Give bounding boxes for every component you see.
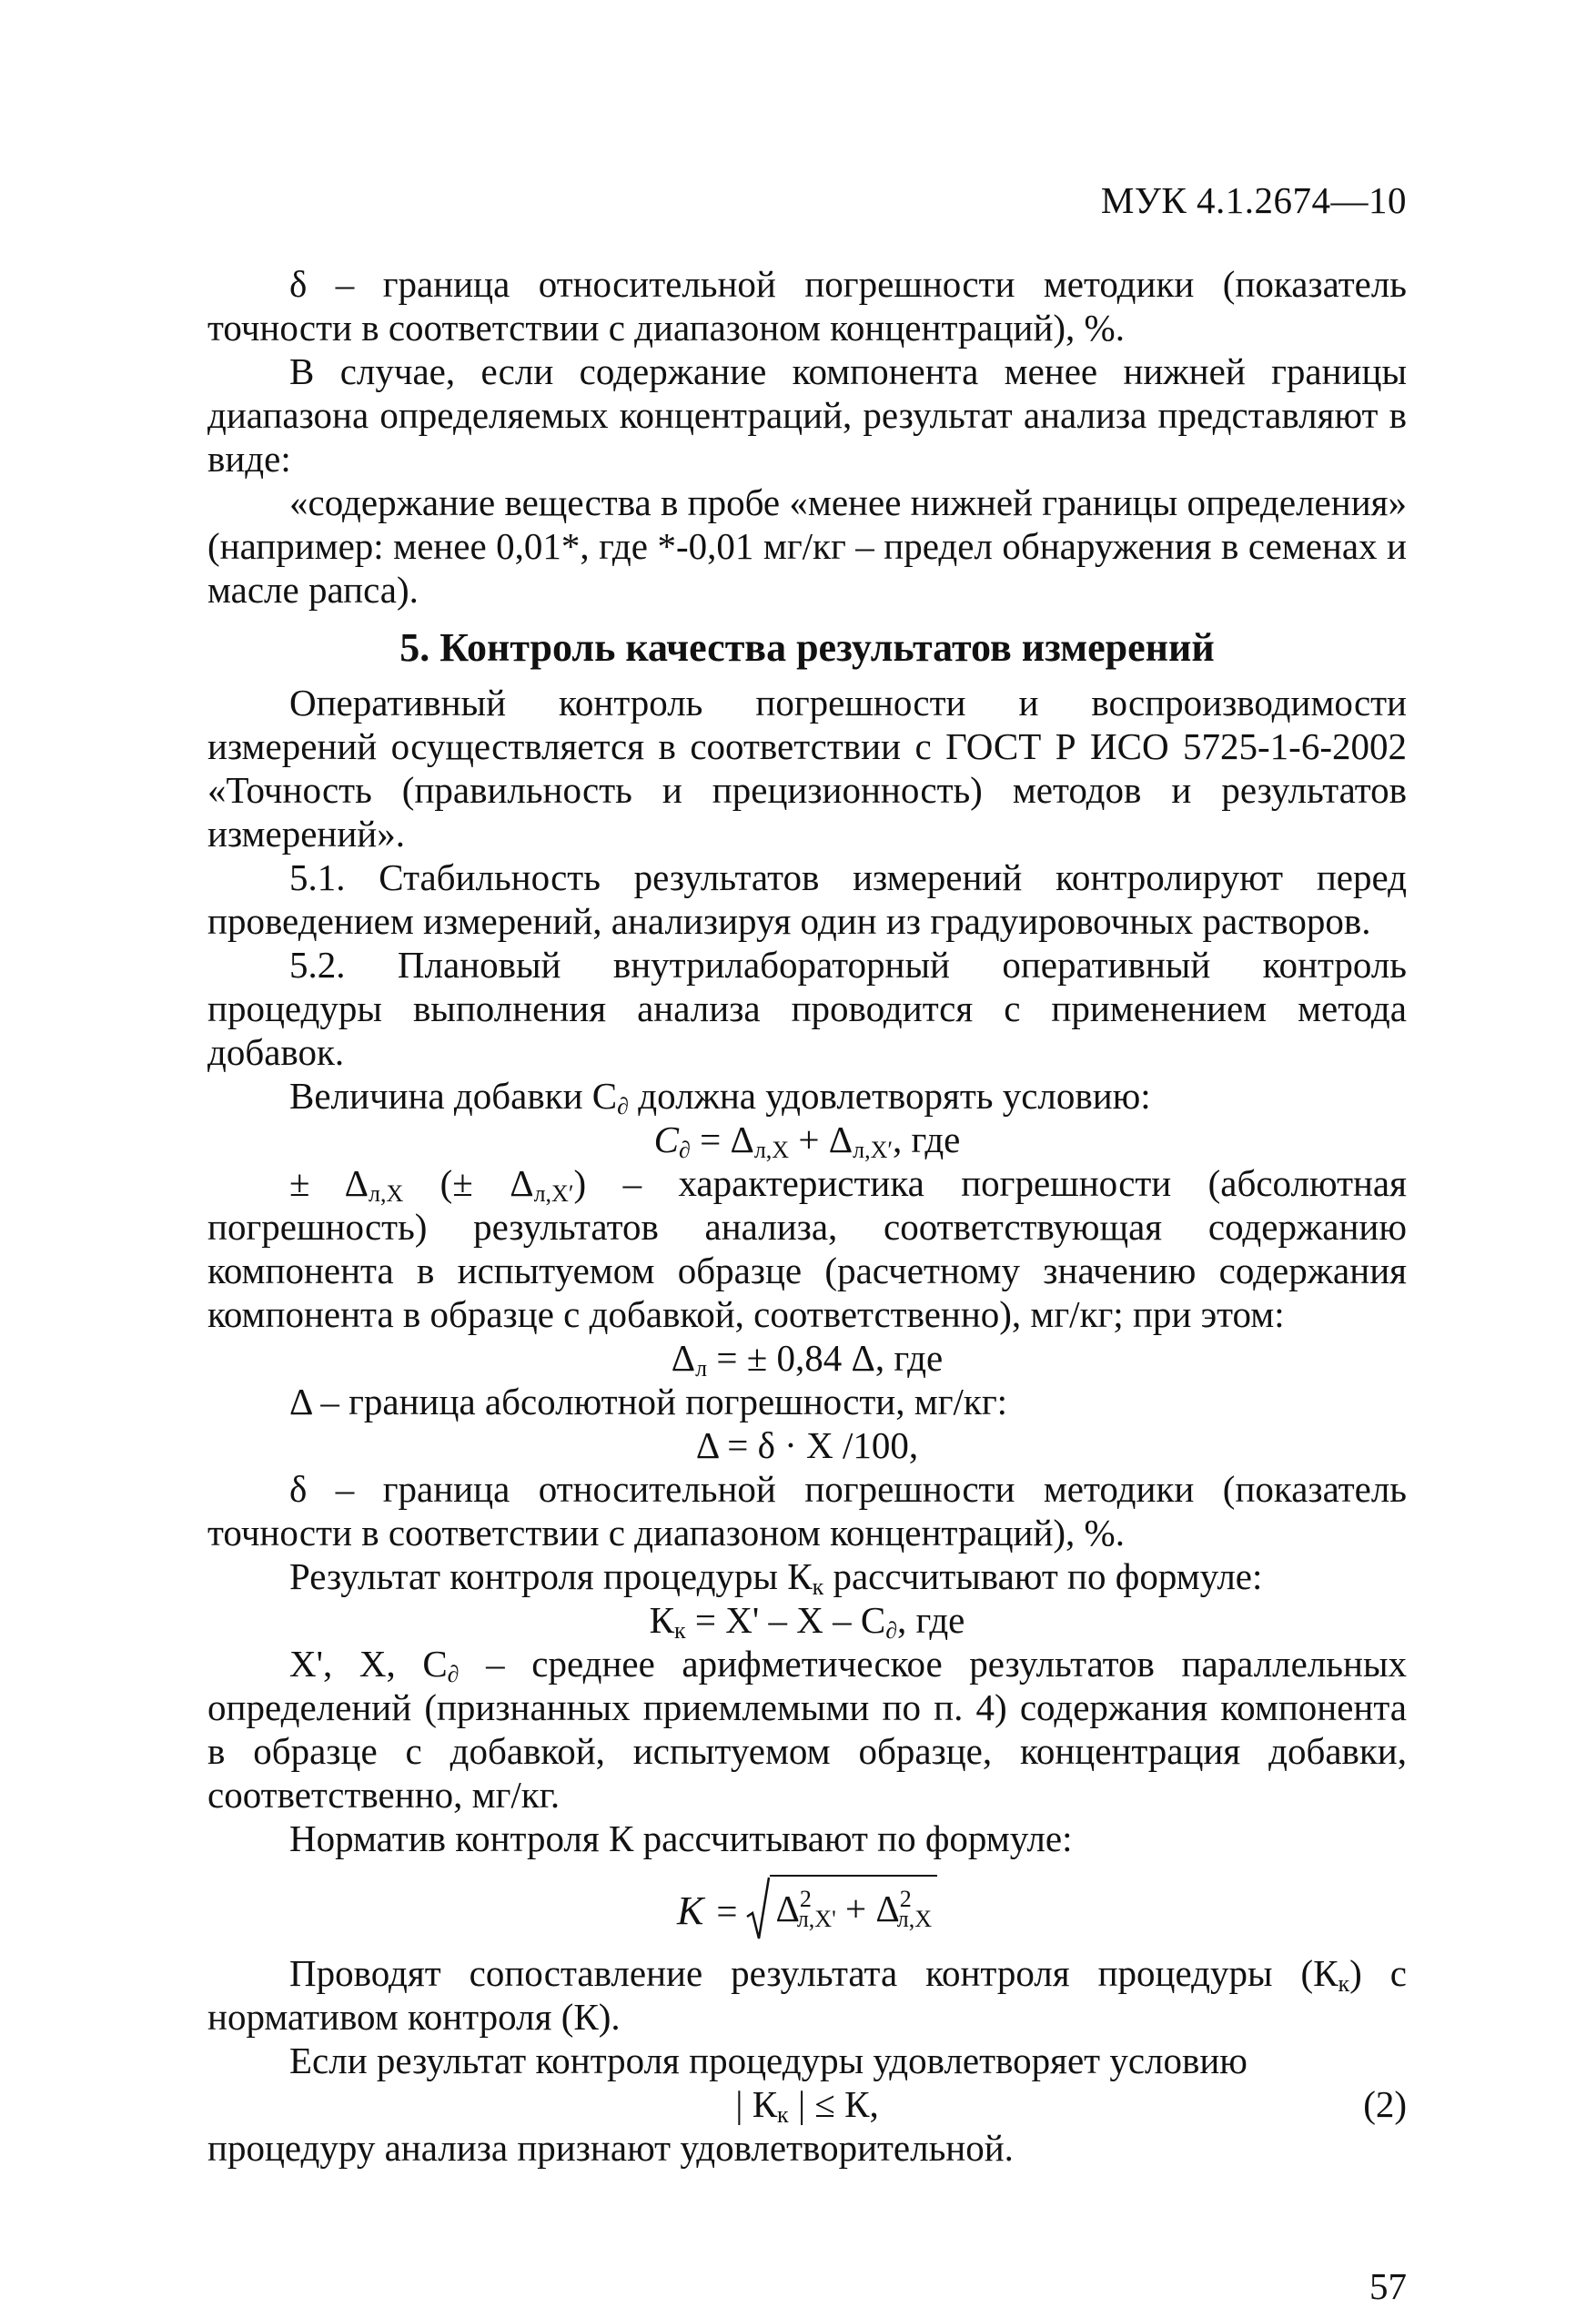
paragraph-error-characteristic: ± $\Delta_{л,X}$ (± $\Delta_{л,X'}$) – характеристика погрешности (абсолютная погрешность) результатов анализа, соответствующая содержанию компонента в испытуемом образце (расчетному значению содержания компонента в образце с добавкой, соответственно), мг/кг; при этом: [207,1162,1407,1335]
paragraph-additive-value: Величина добавки $С_\partial$ должна удовлетворять условию: [289,1075,1151,1119]
paragraph-low-content-case: В случае, если содержание компонента менее нижней границы диапазона определяемых концентраций, результат анализа представляют в виде: [207,350,1407,480]
equation-additive: $C_\partial = \Delta_{л,X} + \Delta_{л,X'}$, где [653,1119,961,1163]
radical-sign-icon [746,1877,770,1940]
square-root: $\Delta^2_{л,X'} + \Delta^2_{л,X}$ [746,1875,937,1940]
document-code-header: МУК 4.1.2674—10 [1100,179,1407,221]
equation-condition: | $К_к$ | ≤ К, (2) [735,2083,1407,2128]
equation-number: (2) [1363,2083,1407,2125]
paragraph-5-1: 5.1. Стабильность результатов измерений контролируют перед проведением измерений, анализируя один из градуировочных растворов. [207,856,1407,942]
paragraph-control-norm: Норматив контроля К рассчитывают по формуле: [289,1817,1073,1859]
equation-kk: $К_к = X' - X - C_\partial$, где [649,1599,965,1644]
paragraph-result-format: «содержание вещества в пробе «менее нижней границы определения» (например: менее 0,01*, где *-0,01 мг/кг – предел обнаружения в семенах и масле рапса). [207,481,1407,611]
paragraph-comparison: Проводят сопоставление результата контроля процедуры $(К_к)$ с нормативом контроля (К). [207,1952,1407,2038]
equation-delta: Δ = δ · X /100, [695,1424,919,1466]
paragraph-5-2: 5.2. Плановый внутрилабораторный оперативный контроль процедуры выполнения анализа проводится с применением метода добавок. [207,944,1407,1073]
document-page [207,178,1407,2307]
paragraph-variables: X', X, $C_\partial$ – среднее арифметическое результатов параллельных определений (признанных приемлемыми по п. 4) содержания компонента в образце с добавкой, испытуемом образце, концентрация добавки, соответственно, мг/кг. [207,1643,1407,1816]
paragraph-condition: Если результат контроля процедуры удовлетворяет условию [289,2040,1248,2081]
paragraph-conclusion: процедуру анализа признают удовлетворительной. [207,2127,1014,2169]
paragraph-absolute-error: Δ – граница абсолютной погрешности, мг/кг: [289,1381,1008,1422]
page-number: 57 [1369,2265,1407,2307]
section-heading: 5. Контроль качества результатов измерений [399,625,1215,670]
paragraph-operational-control: Оперативный контроль погрешности и воспроизводимости измерений осуществляется в соответствии с ГОСТ Р ИСО 5725-1-6-2002 «Точность (правильность и прецизионность) методов и результатов измерений». [207,682,1407,855]
paragraph-control-result: Результат контроля процедуры $К_к$ рассчитывают по формуле: [289,1555,1263,1600]
paragraph-delta-definition-2: δ – граница относительной погрешности методики (показатель точности в соответствии с диапазоном концентраций), %. [207,1468,1407,1554]
paragraph-delta-definition: δ – граница относительной погрешности методики (показатель точности в соответствии с диапазоном концентраций), %. [207,263,1407,349]
equation-delta-l: $\Delta_л$ = ± 0,84 Δ, где [671,1337,944,1382]
equation-control-norm: K = $\Delta^2_{л,X'} + \Delta^2_{л,X}$ [207,1868,1407,1940]
